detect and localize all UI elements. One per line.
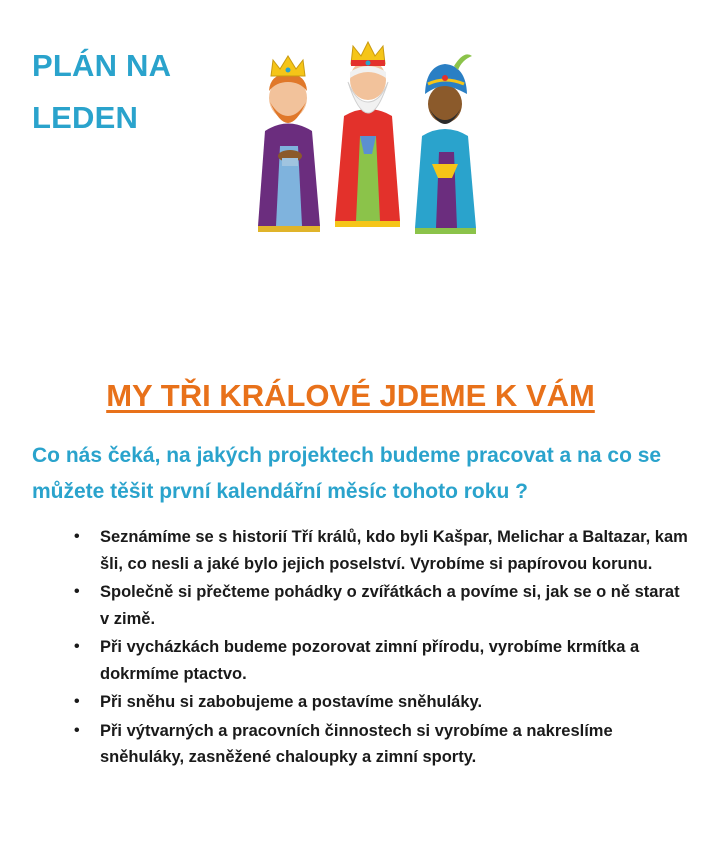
page-title-line-1: PLÁN NA — [32, 48, 172, 83]
king-baltazar-figure — [415, 54, 476, 234]
bullet-icon: • — [74, 638, 80, 655]
page-title-line-2: LEDEN — [32, 100, 139, 135]
king-melichar-figure — [335, 42, 400, 227]
list-item-text: Při vycházkách budeme pozorovat zimní přírodu, vyrobíme krmítka a dokrmíme ptactvo. — [100, 638, 640, 683]
plan-list — [72, 524, 688, 773]
main-heading-text: MY TŘI KRÁLOVÉ JDEME K VÁM — [106, 378, 595, 413]
intro-paragraph: Co nás čeká, na jakých projektech budeme pracovat a na co se můžete těšit první kalendářní měsíc tohoto roku ? — [32, 444, 662, 503]
list-item — [72, 718, 688, 771]
bullet-icon: • — [74, 528, 80, 545]
king-kaspar-figure — [258, 56, 320, 232]
list-item — [72, 634, 688, 687]
bullet-icon: • — [74, 583, 80, 600]
page-title — [32, 40, 171, 144]
list-item — [72, 579, 688, 632]
list-item-text: Seznámíme se s historií Tří králů, kdo byli Kašpar, Melichar a Baltazar, kam šli, co nesli a jaké bylo jejich poselství. Vyrobíme si papírovou korunu. — [100, 528, 688, 573]
main-heading — [0, 376, 701, 416]
bullet-icon: • — [74, 693, 80, 710]
three-kings-illustration — [240, 36, 490, 241]
list-item-text: Při výtvarných a pracovních činnostech si vyrobíme a nakreslíme sněhuláky, zasněžené chaloupky a zimní sporty. — [100, 721, 613, 766]
list-item-text: Společně si přečteme pohádky o zvířátkách a povíme si, jak se o ně starat v zimě. — [100, 583, 680, 628]
list-item — [72, 689, 688, 716]
bullet-icon: • — [74, 721, 80, 739]
list-item-text: Při sněhu si zabobujeme a postavíme sněhuláky. — [100, 693, 483, 711]
list-item — [72, 524, 688, 577]
